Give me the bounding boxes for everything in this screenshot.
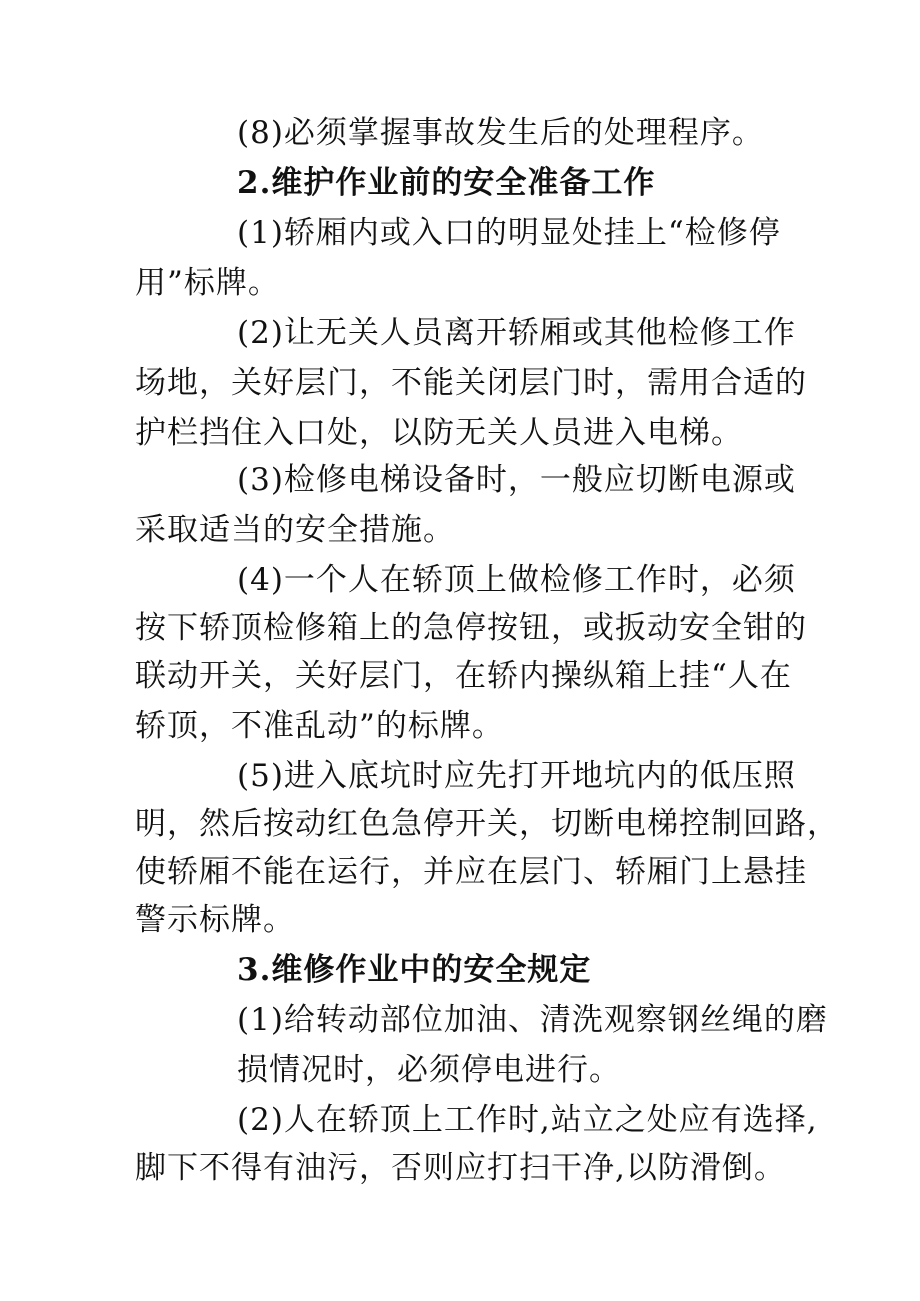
item-3-line-2: 采取适当的安全措施。 [135, 512, 455, 548]
item-4-line-4: 轿顶，不准乱动”的标牌。 [135, 708, 504, 744]
item-5-line-4: 警示标牌。 [135, 902, 295, 938]
item-3-line-1: (3)检修电梯设备时，一般应切断电源或 [237, 462, 796, 498]
section-2-heading: 2.维护作业前的安全准备工作 [237, 165, 656, 201]
item-4-line-1: (4)一个人在轿顶上做检修工作时，必须 [237, 562, 796, 598]
item-3-2-line-1: (2)人在轿顶上工作时,站立之处应有选择, [237, 1102, 818, 1138]
item-2-line-1: (2)让无关人员离开轿厢或其他检修工作 [237, 315, 796, 351]
item-8-line-1: (8)必须掌握事故发生后的处理程序。 [237, 115, 764, 151]
item-2-line-3: 护栏挡住入口处，以防无关人员进入电梯。 [135, 415, 743, 451]
item-3-1-line-2: 损情况时，必须停电进行。 [237, 1052, 621, 1088]
item-4-line-2: 按下轿顶检修箱上的急停按钮，或扳动安全钳的 [135, 610, 807, 646]
item-4-line-3: 联动开关，关好层门，在轿内操纵箱上挂“人在 [135, 658, 792, 694]
item-3-2-line-2: 脚下不得有油污，否则应打扫干净,以防滑倒。 [135, 1150, 786, 1186]
section-3-heading: 3.维修作业中的安全规定 [237, 952, 592, 988]
item-5-line-2: 明，然后按动红色急停开关，切断电梯控制回路， [135, 806, 839, 842]
item-3-1-line-1: (1)给转动部位加油、清洗观察钢丝绳的磨 [237, 1002, 828, 1038]
item-1-line-1: (1)轿厢内或入口的明显处挂上“检修停 [237, 215, 781, 251]
item-5-line-3: 使轿厢不能在运行，并应在层门、轿厢门上悬挂 [135, 854, 807, 890]
item-5-line-1: (5)进入底坑时应先打开地坑内的低压照 [237, 758, 796, 794]
item-1-line-2: 用”标牌。 [135, 265, 280, 301]
item-2-line-2: 场地，关好层门，不能关闭层门时，需用合适的 [135, 365, 807, 401]
